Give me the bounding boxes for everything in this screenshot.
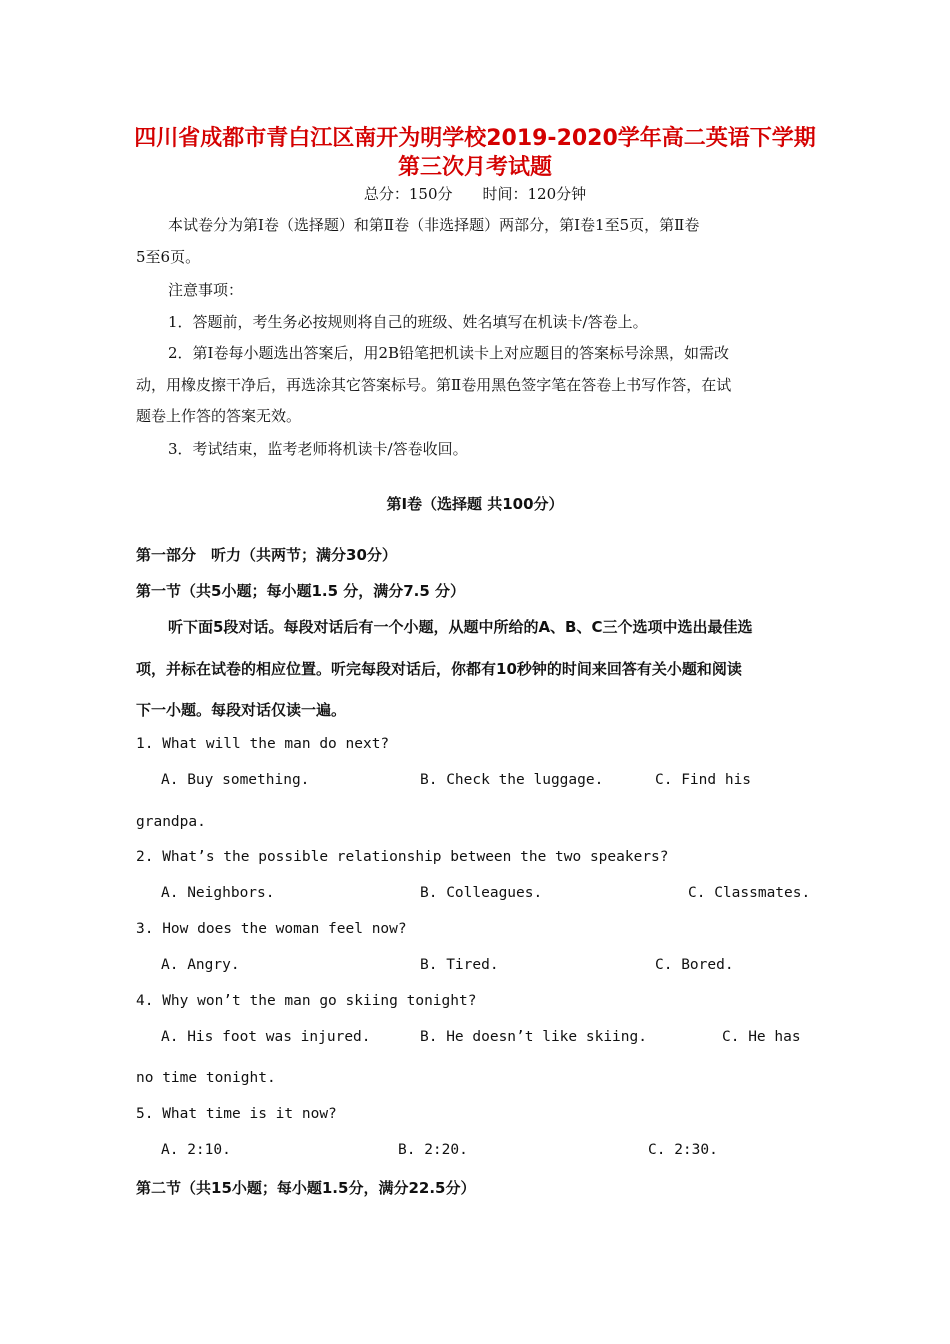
exam-meta: 总分：150分 时间：120分钟 (363, 185, 587, 203)
notes-item-2-line3: 题卷上作答的答案无效。 (136, 407, 302, 425)
notes-item-3: 3．考试结束，监考老师将机读卡/答卷收回。 (168, 440, 468, 458)
section1-heading: 第一节（共5小题；每小题1.5 分，满分7.5 分） (136, 582, 466, 600)
question-5-option-c: C. 2:30. (648, 1142, 718, 1158)
part1-heading: 第一部分 听力（共两节；满分30分） (136, 546, 397, 564)
intro-line2: 5至6页。 (136, 248, 201, 266)
notes-heading: 注意事项： (168, 281, 244, 299)
section1-instructions-line3: 下一小题。每段对话仅读一遍。 (136, 701, 347, 719)
question-4-option-b: B. He doesn’t like skiing. (420, 1029, 647, 1045)
question-4-option-a: A. His foot was injured. (161, 1029, 371, 1045)
question-3-option-c: C. Bored. (655, 957, 734, 973)
question-2-option-a: A. Neighbors. (161, 885, 275, 901)
question-1-option-a: A. Buy something. (161, 772, 310, 788)
question-3-option-b: B. Tired. (420, 957, 499, 973)
question-5: 5. What time is it now? (136, 1106, 337, 1122)
question-4-option-c: C. He has (722, 1029, 801, 1045)
notes-item-2-line2: 动，用橡皮擦干净后，再选涂其它答案标号。第Ⅱ卷用黑色签字笔在答卷上书写作答，在试 (136, 376, 732, 394)
document-title-line1: 四川省成都市青白江区南开为明学校2019-2020学年高二英语下学期 (134, 126, 816, 151)
section1-instructions-line2: 项，并标在试卷的相应位置。听完每段对话后，你都有10秒钟的时间来回答有关小题和阅读 (136, 660, 742, 678)
document-title-line2: 第三次月考试题 (397, 155, 552, 180)
question-1: 1. What will the man do next? (136, 736, 390, 752)
question-2-option-c: C. Classmates. (688, 885, 811, 901)
question-5-option-a: A. 2:10. (161, 1142, 231, 1158)
intro-line1: 本试卷分为第Ⅰ卷（选择题）和第Ⅱ卷（非选择题）两部分，第Ⅰ卷1至5页，第Ⅱ卷 (168, 216, 700, 234)
question-4-option-c-continued: no time tonight. (136, 1070, 276, 1086)
notes-item-2-line1: 2．第Ⅰ卷每小题选出答案后，用2B铅笔把机读卡上对应题目的答案标号涂黑，如需改 (168, 344, 730, 362)
notes-item-1: 1．答题前，考生务必按规则将自己的班级、姓名填写在机读卡/答卷上。 (168, 313, 648, 331)
question-3-option-a: A. Angry. (161, 957, 240, 973)
question-1-option-c-continued: grandpa. (136, 814, 206, 830)
question-2-option-b: B. Colleagues. (420, 885, 543, 901)
question-4: 4. Why won’t the man go skiing tonight? (136, 993, 477, 1009)
question-1-option-c: C. Find his (655, 772, 752, 788)
question-3: 3. How does the woman feel now? (136, 921, 407, 937)
question-5-option-b: B. 2:20. (398, 1142, 468, 1158)
question-2: 2. What’s the possible relationship between the two speakers? (136, 849, 669, 865)
question-1-option-b: B. Check the luggage. (420, 772, 604, 788)
section2-heading: 第二节（共15小题；每小题1.5分，满分22.5分） (136, 1179, 476, 1197)
section1-instructions-line1: 听下面5段对话。每段对话后有一个小题，从题中所给的A、B、C三个选项中选出最佳选 (168, 618, 753, 636)
volume-heading: 第Ⅰ卷（选择题 共100分） (386, 495, 564, 513)
